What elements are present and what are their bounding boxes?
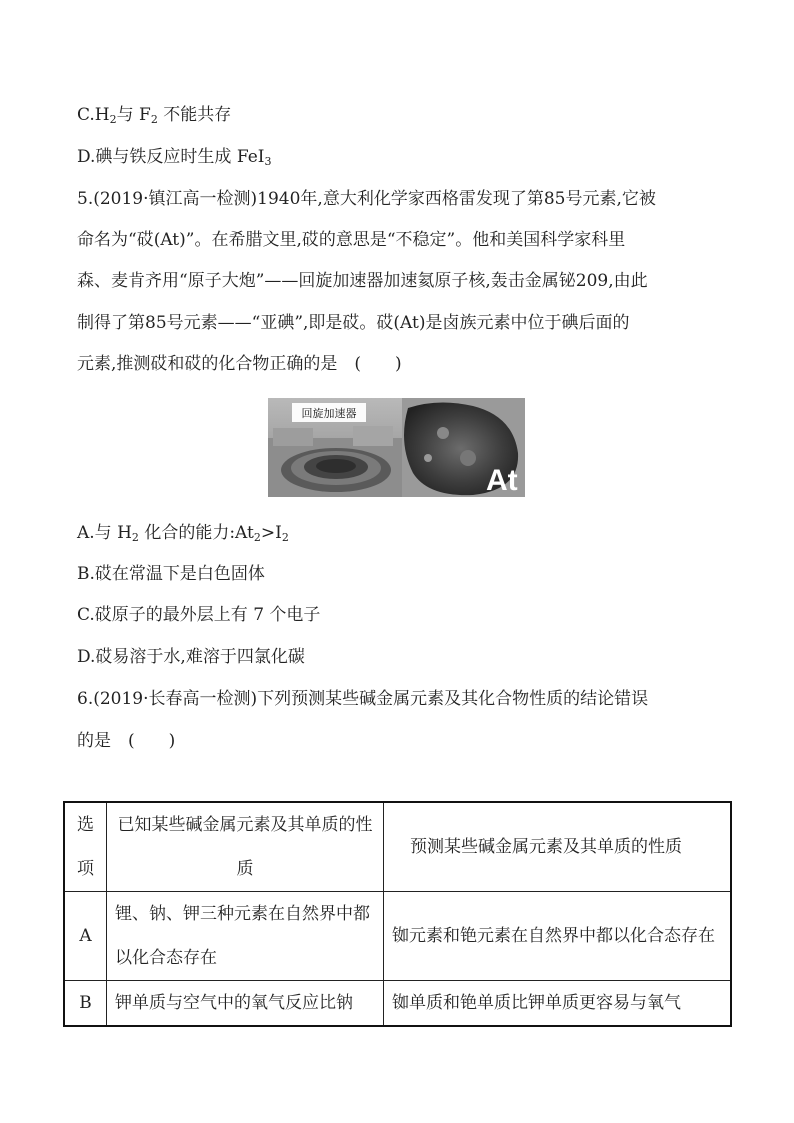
accelerator-figure: [268, 398, 525, 497]
question-5-line-2: 命名为“砹(At)”。在希腊文里,砹的意思是“不稳定”。他和美国科学家科里: [77, 230, 626, 250]
row-known: 钾单质与空气中的氧气反应比钠: [107, 981, 384, 1027]
header-option: 选项: [64, 802, 107, 892]
question-5-line-5: 元素,推测砹和砹的化合物正确的是 ( ): [77, 354, 402, 374]
cyclotron-photo: [268, 398, 525, 497]
header-predicted: 预测某些碱金属元素及其单质的性质: [384, 802, 732, 892]
row-option: B: [64, 981, 107, 1027]
question-5-line-1: 5.(2019·镇江高一检测)1940年,意大利化学家西格雷发现了第85号元素,它被: [77, 189, 656, 209]
question-6-line-2: 的是 ( ): [77, 731, 176, 751]
table-row: [64, 892, 731, 981]
answer-c: C.砹原子的最外层上有 7 个电子: [77, 605, 321, 625]
row-option: A: [64, 892, 107, 981]
answer-b: B.砹在常温下是白色固体: [77, 564, 265, 584]
option-d-line: D.碘与铁反应时生成 FeI$_3$: [77, 147, 272, 168]
row-predicted: 铷元素和铯元素在自然界中都以化合态存在: [384, 892, 732, 981]
question-5-line-3: 森、麦肯齐用“原子大炮”——回旋加速器加速氦原子核,轰击金属铋209,由此: [77, 271, 648, 291]
question-6-line-1: 6.(2019·长春高一检测)下列预测某些碱金属元素及其化合物性质的结论错误: [77, 689, 649, 709]
table-header-row: [64, 802, 731, 892]
property-table: [63, 801, 732, 1027]
table-row: [64, 981, 731, 1027]
option-c-line: $C.H_2$与 $F_2$ 不能共存: [77, 105, 232, 126]
answer-d: D.砹易溶于水,难溶于四氯化碳: [77, 647, 305, 667]
answer-a: A.与 $H_2$ 化合的能力$:At_2>I_2$: [77, 523, 289, 544]
row-predicted: 铷单质和铯单质比钾单质更容易与氧气: [384, 981, 732, 1027]
row-known: 锂、钠、钾三种元素在自然界中都以化合态存在: [107, 892, 384, 981]
question-5-line-4: 制得了第85号元素——“亚碘”,即是砹。砹(At)是卤族元素中位于碘后面的: [77, 313, 630, 333]
header-known: 已知某些碱金属元素及其单质的性质: [107, 802, 384, 892]
astatine-symbol: At: [486, 464, 518, 497]
figure-caption: 回旋加速器: [301, 408, 357, 420]
